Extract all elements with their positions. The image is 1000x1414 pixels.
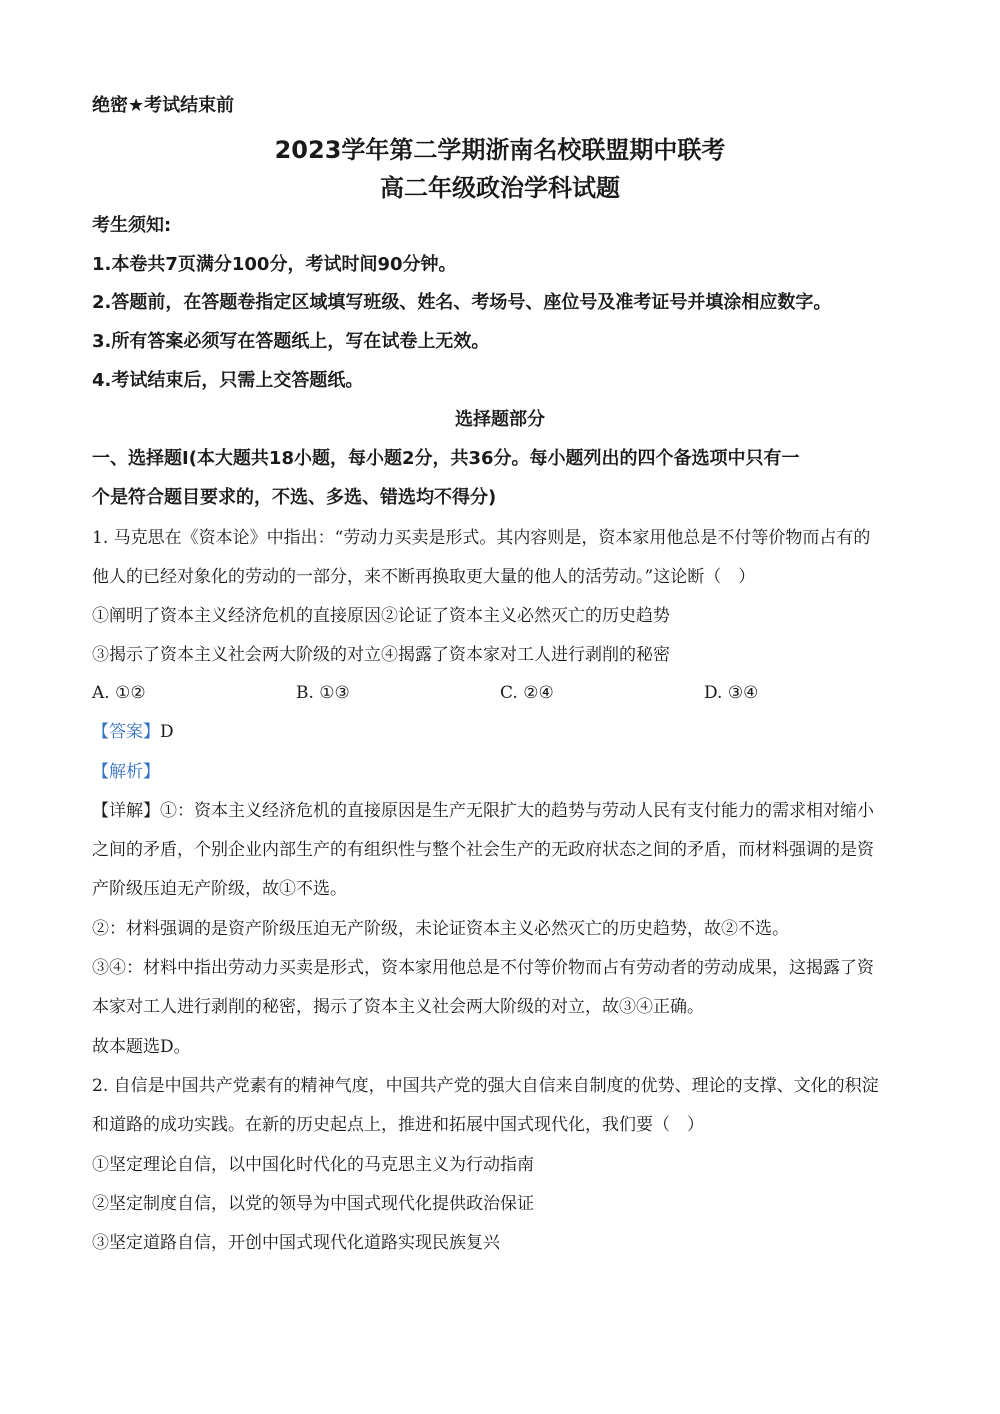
option-a: A. ①② bbox=[92, 683, 146, 703]
secret-mark: 绝密★考试结束前 bbox=[92, 95, 235, 116]
notice-item: 3.所有答案必须写在答题纸上，写在试卷上无效。 bbox=[92, 331, 490, 352]
part-title: 选择题部分 bbox=[455, 409, 545, 430]
detail-line: 之间的矛盾，个别企业内部生产的有组织性与整个社会生产的无政府状态之间的矛盾，而材料强调的是资 bbox=[92, 840, 874, 860]
detail-line: ③④：材料中指出劳动力买卖是形式，资本家用他总是不付等价物而占有劳动者的劳动成果，这揭露了资 bbox=[92, 958, 874, 978]
question-1-statement: ①阐明了资本主义经济危机的直接原因②论证了资本主义必然灭亡的历史趋势 bbox=[92, 606, 670, 626]
question-2-stem: 和道路的成功实践。在新的历史起点上，推进和拓展中国式现代化，我们要（ ） bbox=[92, 1115, 704, 1135]
option-d: D. ③④ bbox=[704, 683, 759, 703]
notice-item: 2.答题前，在答题卷指定区域填写班级、姓名、考场号、座位号及准考证号并填涂相应数字。 bbox=[92, 292, 832, 313]
option-b: B. ①③ bbox=[296, 683, 350, 703]
detail-line: 【详解】①：资本主义经济危机的直接原因是生产无限扩大的趋势与劳动人民有支付能力的需求相对缩小 bbox=[92, 801, 874, 821]
notice-heading: 考生须知: bbox=[92, 215, 172, 236]
question-1-stem: 他人的已经对象化的劳动的一部分，来不断再换取更大量的他人的活劳动。”这论断（ ） bbox=[92, 567, 756, 587]
question-2-stem: 2. 自信是中国共产党素有的精神气度，中国共产党的强大自信来自制度的优势、理论的支撑、文化的积淀 bbox=[92, 1076, 879, 1096]
exam-title: 2023学年第二学期浙南名校联盟期中联考 bbox=[274, 136, 726, 164]
answer-label: 【答案】 bbox=[92, 722, 160, 742]
detail-line: ②：材料强调的是资产阶级压迫无产阶级，未论证资本主义必然灭亡的历史趋势，故②不选。 bbox=[92, 919, 789, 939]
notice-item: 4.考试结束后，只需上交答题纸。 bbox=[92, 370, 364, 391]
notice-item: 1.本卷共7页满分100分，考试时间90分钟。 bbox=[92, 254, 457, 275]
section-intro: 个是符合题目要求的，不选、多选、错选均不得分) bbox=[92, 487, 497, 508]
question-1-statement: ③揭示了资本主义社会两大阶级的对立④揭露了资本家对工人进行剥削的秘密 bbox=[92, 645, 670, 665]
analysis-label: 【解析】 bbox=[92, 762, 160, 782]
question-2-statement: ②坚定制度自信，以党的领导为中国式现代化提供政治保证 bbox=[92, 1194, 534, 1214]
question-2-statement: ①坚定理论自信，以中国化时代化的马克思主义为行动指南 bbox=[92, 1155, 534, 1175]
detail-line: 产阶级压迫无产阶级，故①不选。 bbox=[92, 879, 347, 899]
detail-line: 本家对工人进行剥削的秘密，揭示了资本主义社会两大阶级的对立，故③④正确。 bbox=[92, 997, 704, 1017]
detail-line: 故本题选D。 bbox=[92, 1037, 191, 1057]
question-1-stem: 1. 马克思在《资本论》中指出：“劳动力买卖是形式。其内容则是，资本家用他总是不付等价物而占有的 bbox=[92, 528, 871, 548]
exam-subtitle: 高二年级政治学科试题 bbox=[380, 174, 620, 202]
answer-row bbox=[92, 720, 174, 744]
question-2-statement: ③坚定道路自信，开创中国式现代化道路实现民族复兴 bbox=[92, 1233, 500, 1253]
option-c: C. ②④ bbox=[500, 683, 554, 703]
section-intro: 一、选择题I(本大题共18小题，每小题2分，共36分。每小题列出的四个备选项中只有一 bbox=[92, 448, 800, 469]
answer-value: D bbox=[160, 722, 174, 742]
